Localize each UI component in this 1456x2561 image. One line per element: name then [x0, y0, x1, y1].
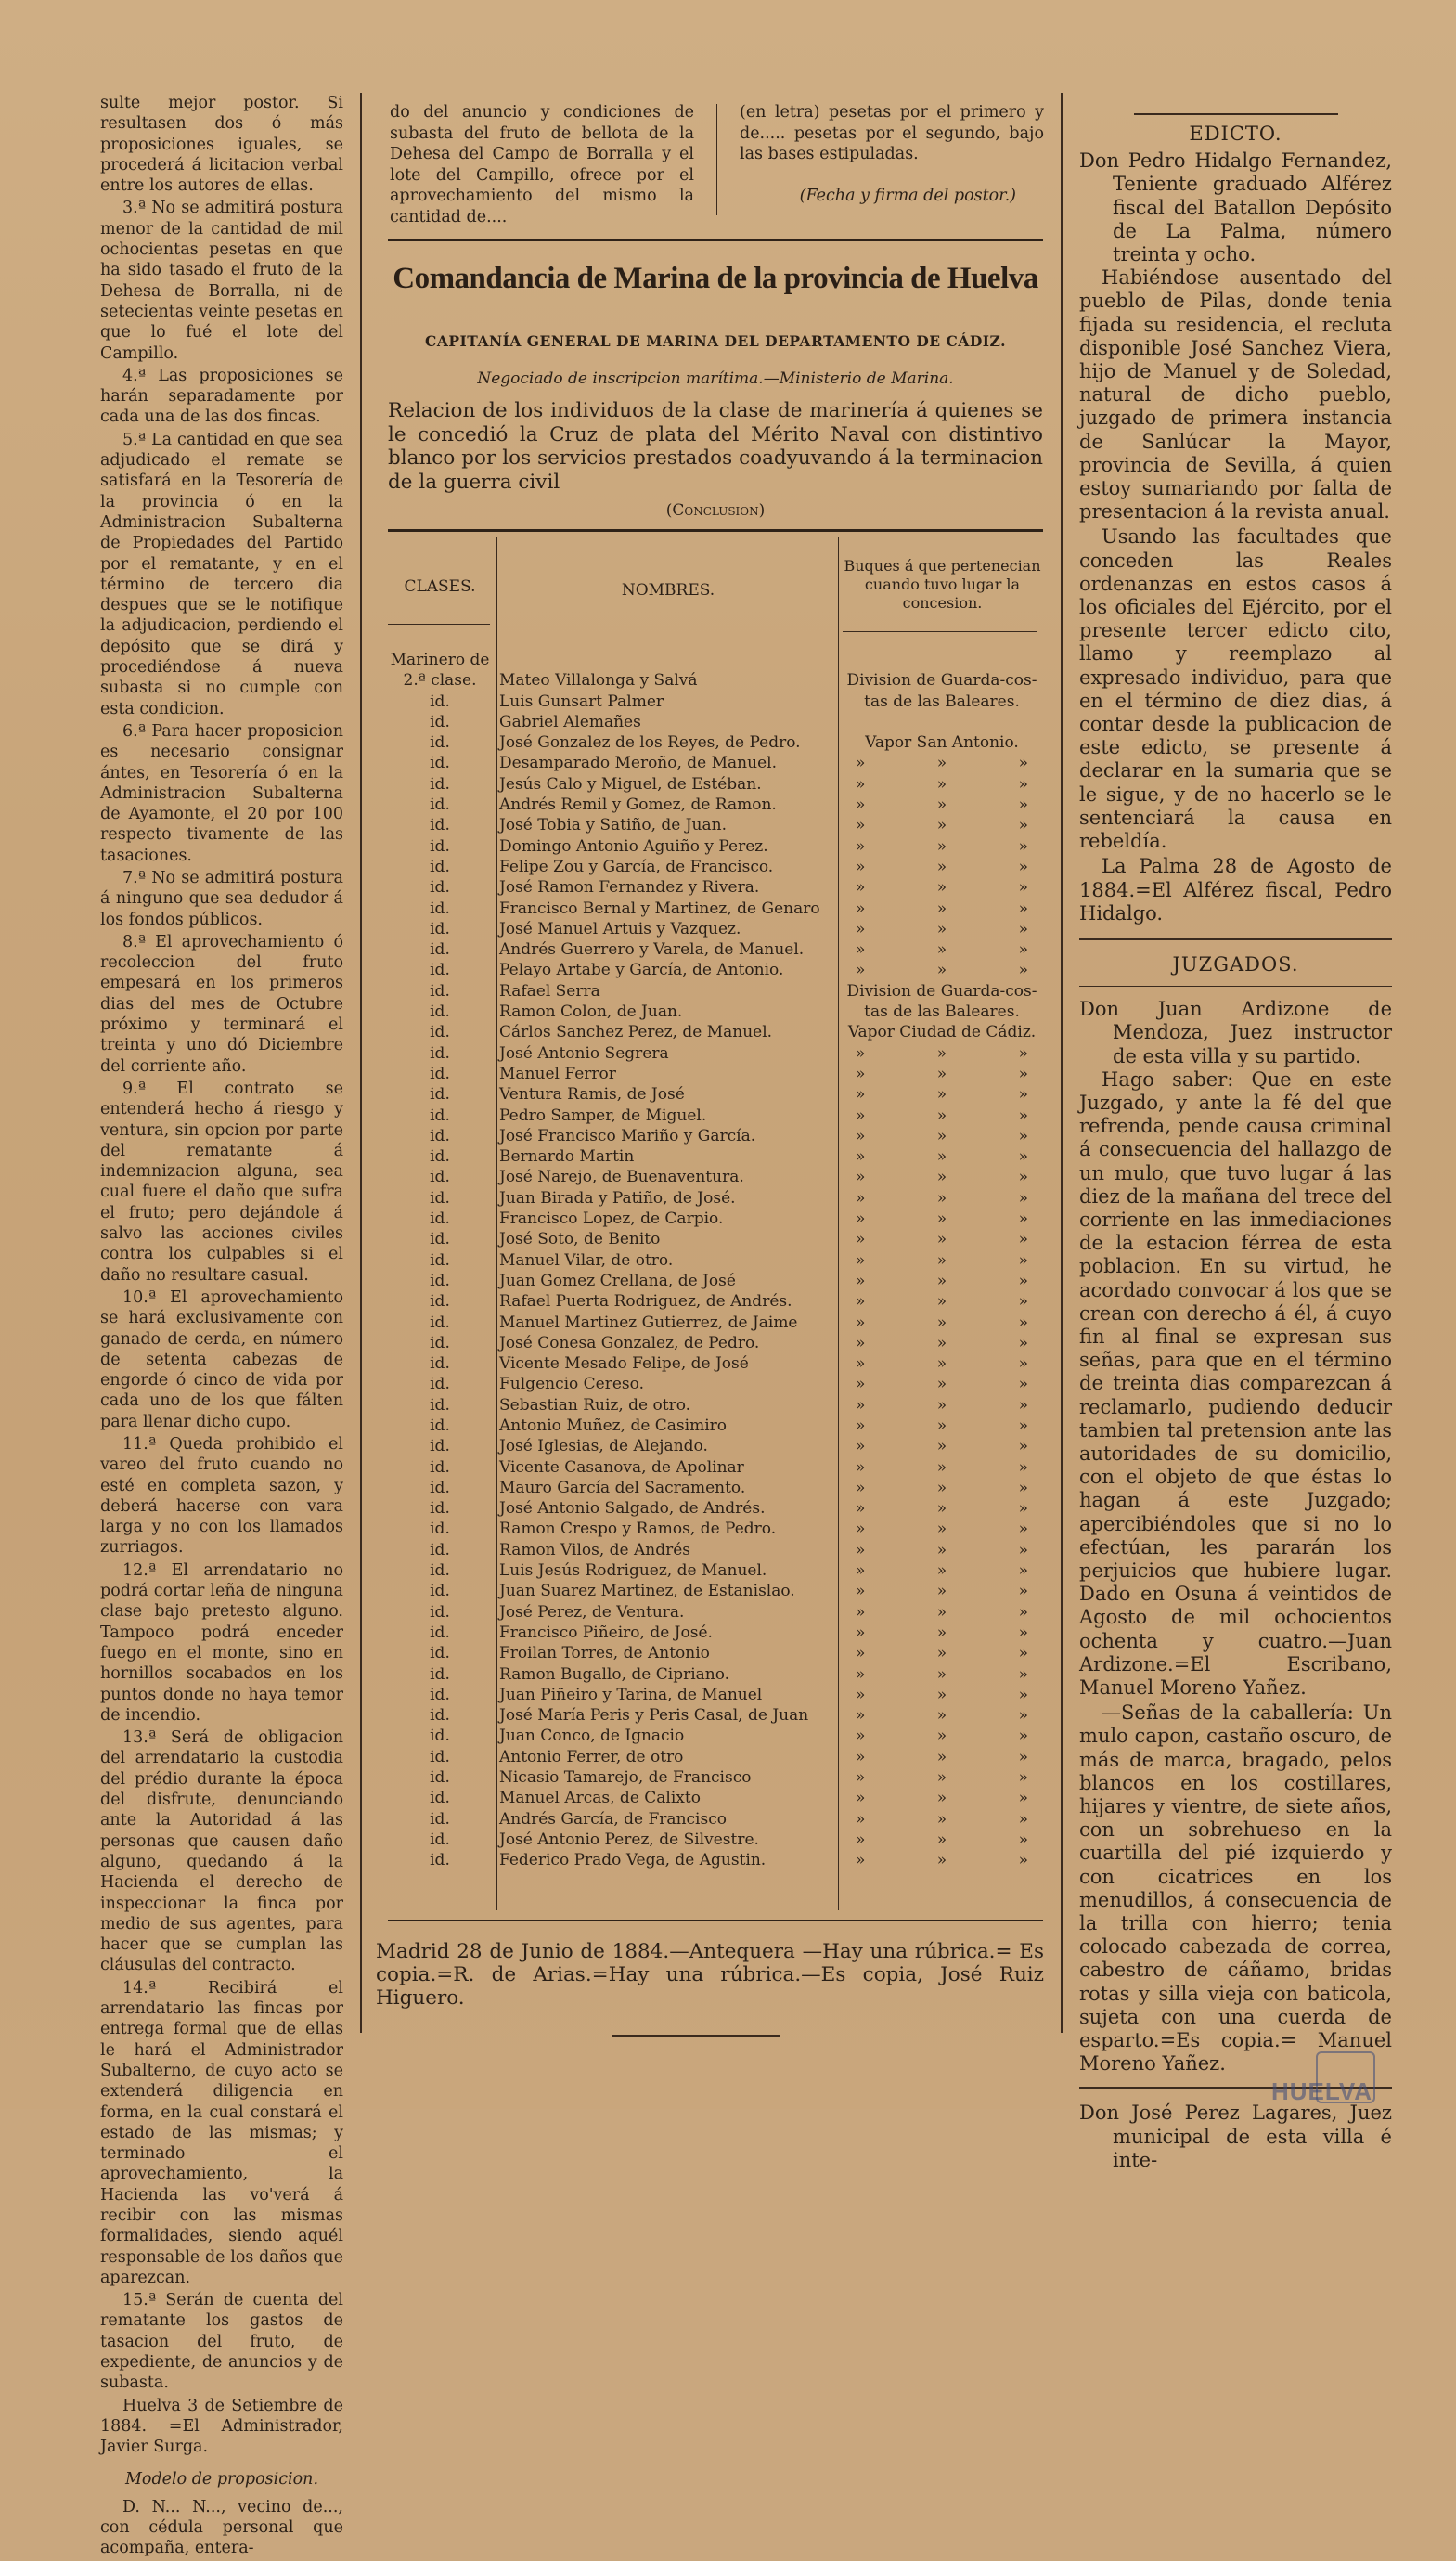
- table-row: [388, 1126, 1043, 1146]
- table-row: [388, 1478, 1043, 1498]
- row-buque: Vapor Ciudad de Cádiz.: [847, 1023, 1037, 1042]
- row-clase: id.: [430, 1644, 450, 1663]
- table-row: [388, 1788, 1043, 1808]
- table-row: [388, 1353, 1043, 1374]
- paragraph: 8.ª El aprovechamiento ó recoleccion del fruto empesará en los primeros dias del mes de Octubre próximo y terminará el treinta y uno dó Diciembre del corriente año.: [100, 932, 343, 1076]
- row-clase: id.: [430, 795, 450, 815]
- paragraph: 6.ª Para hacer proposicion es necesario consignar ántes, en Tesorería ó en la Administracion Subalterna de Ayamonte, el 20 por 100 respecto tivamente de las tasaciones.: [100, 721, 343, 865]
- table-row: [388, 774, 1043, 795]
- table-row: [388, 1726, 1043, 1746]
- row-buque: » » »: [855, 1168, 1028, 1187]
- row-buque: » » »: [855, 1768, 1028, 1788]
- header-underline: [843, 631, 1037, 632]
- row-nombre: Andrés Remil y Gomez, de Ramon.: [499, 795, 777, 815]
- modelo-text: D. N... N..., vecino de..., con cédula personal que acompaña, entera-: [100, 2497, 343, 2558]
- table-row: [388, 1850, 1043, 1870]
- table-row: [388, 1146, 1043, 1167]
- row-buque: » » »: [855, 1375, 1028, 1394]
- row-nombre: José Conesa Gonzalez, de Pedro.: [499, 1333, 760, 1352]
- row-clase: id.: [430, 733, 450, 753]
- row-buque: » » »: [855, 1271, 1028, 1290]
- modelo-amount-text: (en letra) pesetas por el primero y de..... pesetas por el segundo, bajo las bases estipuladas.: [740, 103, 1044, 163]
- row-clase: id.: [430, 836, 450, 856]
- row-nombre: Gabriel Alemañes: [499, 712, 641, 731]
- table-row: [388, 1581, 1043, 1601]
- table-row: [388, 1106, 1043, 1126]
- row-clase: id.: [430, 940, 450, 960]
- row-clase: id.: [430, 1313, 450, 1332]
- paragraph: 5.ª La cantidad en que sea adjudicado el remate se satisfará en la Tesorería de la provincia ó en la Administracion Subalterna de Propiedades del Partido por el rematante, y en el término de tercero dia despues que se le notifique la adjudicacion, perdiendo el depósito que se dirá y procediéndose á nueva subasta si no cumple con esta condicion.: [100, 430, 343, 718]
- row-clase: id.: [430, 1188, 450, 1208]
- paragraph: 4.ª Las proposiciones se harán separadamente por cada una de las dos fincas.: [100, 366, 343, 427]
- row-buque: » » »: [855, 1437, 1028, 1456]
- header-clases: CLASES.: [404, 577, 476, 596]
- end-ornament: [612, 2035, 780, 2037]
- table-row: [388, 712, 1043, 732]
- row-buque: » » »: [855, 940, 1028, 960]
- row-buque: » » »: [855, 1230, 1028, 1249]
- table-row: [388, 899, 1043, 919]
- row-nombre: Desamparado Meroño, de Manuel.: [499, 754, 777, 773]
- row-clase: id.: [430, 692, 450, 711]
- row-clase: id.: [430, 1292, 450, 1312]
- row-clase: id.: [430, 1271, 450, 1290]
- row-nombre: Nicasio Tamarejo, de Francisco: [499, 1768, 752, 1788]
- table-row: [388, 1519, 1043, 1539]
- row-buque: » » »: [855, 1416, 1028, 1435]
- row-nombre: Pelayo Artabe y García, de Antonio.: [499, 961, 784, 980]
- row-clase: id.: [430, 1168, 450, 1187]
- table-row: [388, 1167, 1043, 1187]
- signature-line: Huelva 3 de Setiembre de 1884. =El Administrador, Javier Surga.: [100, 2396, 343, 2457]
- row-clase: id.: [430, 1395, 450, 1415]
- table-row: [388, 857, 1043, 877]
- table-row: [388, 1498, 1043, 1519]
- row-nombre: Federico Prado Vega, de Agustin.: [499, 1851, 767, 1870]
- row-buque: » » »: [855, 899, 1028, 918]
- row-clase: id.: [430, 1789, 450, 1808]
- row-buque: Division de Guarda-cos-: [846, 671, 1037, 691]
- row-nombre: Fulgencio Cereso.: [499, 1375, 644, 1394]
- row-clase: id.: [430, 1147, 450, 1167]
- row-nombre: Mauro García del Sacramento.: [499, 1478, 746, 1497]
- row-nombre: Mateo Villalonga y Salvá: [499, 671, 698, 691]
- row-clase: id.: [430, 1499, 450, 1519]
- row-clase: id.: [430, 754, 450, 773]
- header-buques: Buques á que pertenecian cuando tuvo lugar la concesion.: [844, 557, 1041, 612]
- paragraph: 11.ª Queda prohibido el vareo del fruto cuando no esté en completa sazon, y deberá hacerse con vara larga y no con los llamados zurriagos.: [100, 1435, 343, 1558]
- row-nombre: José María Peris y Peris Casal, de Juan: [499, 1706, 809, 1726]
- row-buque: » » »: [855, 1623, 1028, 1642]
- table-row: [388, 1643, 1043, 1663]
- row-clase: id.: [430, 1664, 450, 1684]
- table-row: [388, 795, 1043, 815]
- row-nombre: Ventura Ramis, de José: [499, 1085, 685, 1105]
- row-clase: id.: [430, 1375, 450, 1394]
- row-clase: id.: [430, 1085, 450, 1105]
- row-buque: » » »: [855, 836, 1028, 856]
- table-row: [388, 1022, 1043, 1042]
- modelo-continuation: do del anuncio y condiciones de subasta del fruto de bellota de la Dehesa del Campo de Borralla y el lote del Campillo, ofrece por el aprovechamiento del mismo la cantidad de....: [390, 103, 694, 226]
- row-buque: » » »: [855, 1602, 1028, 1622]
- table-row: [388, 1767, 1043, 1788]
- row-nombre: Vicente Casanova, de Apolinar: [499, 1457, 744, 1477]
- table-row: [388, 939, 1043, 960]
- row-clase: id.: [430, 1457, 450, 1477]
- row-nombre: Andrés García, de Francisco: [499, 1809, 727, 1829]
- row-clase: id.: [430, 1685, 450, 1704]
- modelo-heading: Modelo de proposicion.: [124, 2469, 319, 2489]
- row-nombre: José Antonio Salgado, de Andrés.: [499, 1499, 766, 1519]
- table-row: [388, 960, 1043, 980]
- row-clase: id.: [430, 1623, 450, 1642]
- recipients-table: [388, 650, 1043, 1871]
- row-nombre: José Antonio Perez, de Silvestre.: [499, 1830, 759, 1849]
- row-buque: » » »: [855, 1250, 1028, 1270]
- row-nombre: Pedro Samper, de Miguel.: [499, 1106, 707, 1125]
- row-buque: » » »: [855, 1809, 1028, 1829]
- row-buque: » » »: [855, 1064, 1028, 1083]
- row-nombre: Ramon Colon, de Juan.: [499, 1002, 683, 1022]
- row-nombre: José Narejo, de Buenaventura.: [499, 1168, 744, 1187]
- row-clase: id.: [430, 1851, 450, 1870]
- table-row: [388, 670, 1043, 691]
- row-nombre: José Soto, de Benito: [499, 1230, 661, 1249]
- table-row: [388, 981, 1043, 1002]
- table-row: [388, 1395, 1043, 1416]
- header-underline: [388, 624, 490, 625]
- section-subtitle: CAPITANÍA GENERAL DE MARINA DEL DEPARTAMENTO DE CÁDIZ.: [424, 332, 1006, 350]
- row-nombre: Antonio Muñez, de Casimiro: [499, 1416, 728, 1435]
- column-divider: [360, 93, 362, 2033]
- table-bottom-rule: [388, 1920, 1043, 1921]
- row-clase: id.: [430, 1727, 450, 1746]
- paragraph: 13.ª Será de obligacion del arrendatario la custodia del prédio durante la época del disfrute, denunciando ante la Autoridad á las personas que causen daño alguno, quedando á la Hacienda el derecho de inspeccionar la finca por medio de sus agentes, para hacer que se cumplan las cláusulas del contracto.: [100, 1728, 343, 1975]
- row-buque: » » »: [855, 1333, 1028, 1352]
- row-clase: id.: [430, 1602, 450, 1622]
- juzgados-next: Don José Perez Lagares, Juez municipal de esta villa é inte-: [1079, 2102, 1392, 2171]
- row-clase: id.: [430, 1106, 450, 1125]
- edicto-date: La Palma 28 de Agosto de 1884.=El Alférez fiscal, Pedro Hidalgo.: [1079, 855, 1392, 925]
- row-clase: id.: [430, 1064, 450, 1083]
- table-row: [388, 1250, 1043, 1271]
- section-title: Comandancia de Marina de la provincia de Huelva: [393, 262, 1038, 295]
- box-divider: [716, 104, 717, 215]
- row-nombre: Ramon Vilos, de Andrés: [499, 1540, 691, 1559]
- row-buque: » » »: [855, 1478, 1028, 1497]
- table-row: [388, 1271, 1043, 1291]
- row-nombre: Juan Gomez Crellana, de José: [499, 1271, 736, 1290]
- row-clase: id.: [430, 1333, 450, 1352]
- column-subasta-conditions: [100, 93, 343, 2561]
- row-buque: » » »: [855, 1706, 1028, 1726]
- row-buque: » » »: [855, 795, 1028, 815]
- table-row: [388, 1084, 1043, 1105]
- row-clase: id.: [430, 1747, 450, 1766]
- table-row: [388, 753, 1043, 773]
- juzgados-heading: JUZGADOS.: [1172, 952, 1299, 976]
- row-nombre: Froilan Torres, de Antonio: [499, 1644, 710, 1663]
- edicto-intro: Don Pedro Hidalgo Fernandez, Teniente graduado Alférez fiscal del Batallon Depósito de La Palma, número treinta y ocho.: [1079, 149, 1392, 266]
- table-row: [388, 815, 1043, 835]
- row-clase: id.: [430, 1437, 450, 1456]
- table-row: [388, 1188, 1043, 1209]
- table-row: [388, 692, 1043, 712]
- table-row: [388, 1064, 1043, 1084]
- row-nombre: José Francisco Mariño y García.: [499, 1126, 756, 1145]
- row-nombre: José Tobia y Satiño, de Juan.: [499, 816, 727, 835]
- row-nombre: José Gonzalez de los Reyes, de Pedro.: [499, 733, 801, 753]
- row-clase: id.: [430, 1706, 450, 1726]
- row-nombre: Manuel Arcas, de Calixto: [499, 1789, 701, 1808]
- row-clase: id.: [430, 816, 450, 835]
- table-row: [388, 1002, 1043, 1022]
- section-rule: [388, 239, 1043, 241]
- row-buque: » » »: [855, 1147, 1028, 1167]
- table-row: [388, 732, 1043, 753]
- row-nombre: José Manuel Artuis y Vazquez.: [499, 919, 741, 938]
- row-buque: » » »: [855, 1126, 1028, 1145]
- juzgados-intro: Don Juan Ardizone de Mendoza, Juez instructor de esta villa y su partido.: [1079, 998, 1392, 1067]
- row-nombre: Francisco Piñeiro, de José.: [499, 1623, 713, 1642]
- paragraph: 3.ª No se admitirá postura menor de la cantidad de mil ochocientas pesetas en que ha sido tasado el fruto de la Dehesa de Borralla, ni de setecientas veinte pesetas en que lo fué el lote del Campillo.: [100, 199, 343, 363]
- row-clase: id.: [430, 1809, 450, 1829]
- row-clase: id.: [430, 961, 450, 980]
- row-nombre: Manuel Martinez Gutierrez, de Jaime: [499, 1313, 798, 1332]
- row-buque: » » »: [855, 1085, 1028, 1105]
- row-buque: Vapor San Antonio.: [865, 733, 1019, 753]
- row-clase: id.: [430, 774, 450, 794]
- row-clase: id.: [430, 1002, 450, 1022]
- row-nombre: Vicente Mesado Felipe, de José: [499, 1354, 749, 1374]
- row-buque: » » »: [855, 1188, 1028, 1208]
- table-row: [388, 1602, 1043, 1623]
- row-nombre: Cárlos Sanchez Perez, de Manuel.: [499, 1023, 773, 1042]
- row-buque: » » »: [855, 1540, 1028, 1559]
- column-edicto-juzgados: [1079, 93, 1392, 2172]
- row-nombre: Juan Piñeiro y Tarina, de Manuel: [499, 1685, 763, 1704]
- column-divider: [1061, 93, 1063, 2033]
- row-nombre: Bernardo Martin: [499, 1147, 635, 1167]
- paragraph: 15.ª Serán de cuenta del rematante los gastos de tasacion del fruto, de expediente, de anuncios y de subasta.: [100, 2291, 343, 2393]
- row-clase: id.: [430, 1478, 450, 1497]
- table-row: [388, 919, 1043, 939]
- row-buque: » » »: [855, 1685, 1028, 1704]
- row-nombre: Juan Conco, de Ignacio: [499, 1727, 685, 1746]
- paragraph: 14.ª Recibirá el arrendatario las fincas por entrega formal que de ellas le hará el Administrador Subalterno, de cuyo acto se extenderá diligencia en forma, en la cual constará el estado de las mismas; y terminado el aprovechamiento, la Hacienda las vo'verá á recibir con las mismas formalidades, siendo aquél responsable de los daños que aparezcan.: [100, 1978, 343, 2287]
- row-nombre: Manuel Vilar, de otro.: [499, 1250, 674, 1270]
- row-nombre: Manuel Ferror: [499, 1064, 616, 1083]
- table-row: [388, 1313, 1043, 1333]
- paragraph: 9.ª El contrato se entenderá hecho á riesgo y ventura, sin opcion por parte del rematante á indemnizacion alguna, sea cual fuere el daño que sufra el fruto; pero dejándole á salvo las acciones civiles contra los culpables si el daño no resultare casual.: [100, 1079, 343, 1285]
- row-clase: id.: [430, 1230, 450, 1249]
- row-nombre: Andrés Guerrero y Varela, de Manuel.: [499, 940, 805, 960]
- row-buque: » » »: [855, 1354, 1028, 1374]
- row-clase: id.: [430, 712, 450, 731]
- table-row: [388, 1374, 1043, 1394]
- row-buque: » » »: [855, 1499, 1028, 1519]
- table-row: [388, 1416, 1043, 1436]
- row-buque: » » »: [855, 774, 1028, 794]
- edicto-heading: EDICTO.: [1189, 123, 1282, 145]
- row-clase: id.: [430, 1126, 450, 1145]
- table-row: [388, 1664, 1043, 1685]
- row-nombre: José Ramon Fernandez y Rivera.: [499, 878, 760, 898]
- row-clase: id.: [430, 1250, 450, 1270]
- row-buque: » » »: [855, 1582, 1028, 1601]
- relacion-text: Relacion de los individuos de la clase de marinería á quienes se le concedió la Cruz de plata del Mérito Naval con distintivo blanco por los servicios prestados coadyuvando á la terminacion de la guerra civil: [388, 399, 1043, 494]
- row-clase: id.: [430, 878, 450, 898]
- row-buque: » » »: [855, 1830, 1028, 1849]
- paragraph: sulte mejor postor. Si resultasen dos ó más proposiciones iguales, se procederá á licitacion verbal entre los autores de ellas.: [100, 94, 343, 196]
- row-clase: id.: [430, 1209, 450, 1229]
- row-clase: id.: [430, 1582, 450, 1601]
- table-row: [388, 650, 1043, 670]
- table-row: [388, 1809, 1043, 1830]
- row-clase: id.: [430, 1540, 450, 1559]
- row-buque: tas de las Baleares.: [864, 692, 1020, 711]
- row-buque: » » »: [855, 1209, 1028, 1229]
- row-buque: » » »: [855, 1457, 1028, 1477]
- row-buque: » » »: [855, 1292, 1028, 1312]
- table-row: [388, 1043, 1043, 1064]
- row-buque: » » »: [855, 1313, 1028, 1332]
- table-row: [388, 1333, 1043, 1353]
- row-nombre: Rafael Serra: [499, 981, 600, 1001]
- row-clase: id.: [430, 1768, 450, 1788]
- row-nombre: Domingo Antonio Aguiño y Perez.: [499, 836, 768, 856]
- row-buque: » » »: [855, 878, 1028, 898]
- juzgados-paragraph: —Señas de la caballería: Un mulo capon, castaño oscuro, de más de marca, bragado, pelos blancos en los costillares, hijares y vientre, de siete años, con un sobrehueso en la cuartilla del pié izquierdo y con cicatrices en los menudillos, á consecuencia de la trilla con hierro; tenia colocado cabezada de correa, cabestro de cáñamo, bridas rotas y silla vieja con baticola, sujeta con una cuerda de esparto.=Es copia.= Manuel Moreno Yañez.: [1079, 1701, 1392, 2076]
- header-nombres: NOMBRES.: [621, 581, 715, 600]
- row-buque: » » »: [855, 1851, 1028, 1870]
- row-buque: » » »: [855, 857, 1028, 876]
- row-buque: » » »: [855, 1747, 1028, 1766]
- row-nombre: Francisco Bernal y Martinez, de Genaro: [499, 899, 820, 918]
- row-buque: » » »: [855, 1106, 1028, 1125]
- table-row: [388, 1436, 1043, 1456]
- modelo-signature: (Fecha y firma del postor.): [799, 186, 1016, 205]
- row-clase: id.: [430, 1043, 450, 1063]
- row-clase: id.: [430, 1023, 450, 1042]
- row-nombre: Juan Suarez Martinez, de Estanislao.: [499, 1582, 795, 1601]
- library-stamp-text: HUELVA: [1271, 2077, 1373, 2105]
- table-row: [388, 836, 1043, 857]
- row-nombre: Felipe Zou y García, de Francisco.: [499, 857, 774, 876]
- row-nombre: Antonio Ferrer, de otro: [499, 1747, 684, 1766]
- section-rule: [1079, 938, 1392, 940]
- madrid-signature: Madrid 28 de Junio de 1884.—Antequera —Hay una rúbrica.= Es copia.=R. de Arias.=Hay una rúbrica.—Es copia, José Ruiz Higuero.: [376, 1940, 1044, 2010]
- row-buque: » » »: [855, 1395, 1028, 1415]
- row-buque: » » »: [855, 1727, 1028, 1746]
- table-row: [388, 1747, 1043, 1767]
- table-top-rule: [388, 529, 1043, 532]
- row-buque: » » »: [855, 754, 1028, 773]
- table-row: [388, 1623, 1043, 1643]
- row-clase: id.: [430, 1520, 450, 1539]
- row-buque: » » »: [855, 816, 1028, 835]
- table-row: [388, 877, 1043, 898]
- row-nombre: Luis Gunsart Palmer: [499, 692, 664, 711]
- row-nombre: Ramon Bugallo, de Cipriano.: [499, 1664, 730, 1684]
- row-clase: id.: [430, 899, 450, 918]
- row-buque: » » »: [855, 1664, 1028, 1684]
- row-clase: id.: [430, 857, 450, 876]
- row-nombre: José Antonio Segrera: [499, 1043, 669, 1063]
- row-nombre: Sebastian Ruiz, de otro.: [499, 1395, 691, 1415]
- row-buque: Division de Guarda-cos-: [846, 981, 1037, 1001]
- edicto-rule: [1134, 113, 1338, 115]
- row-clase: id.: [430, 919, 450, 938]
- row-clase: 2.ª clase.: [403, 671, 477, 691]
- row-nombre: Francisco Lopez, de Carpio.: [499, 1209, 724, 1229]
- row-nombre: Jesús Calo y Miguel, de Estéban.: [499, 774, 762, 794]
- row-buque: tas de las Baleares.: [864, 1002, 1020, 1022]
- modelo-continuation-2: [740, 102, 1044, 206]
- row-buque: » » »: [855, 1644, 1028, 1663]
- table-row: [388, 1685, 1043, 1705]
- edicto-paragraph: Habiéndose ausentado del pueblo de Pilas, donde tenia fijada su residencia, el recluta disponible José Sanchez Viera, hijo de Manuel y de Soledad, natural de dicho pueblo, juzgado de primera instancia de Sanlúcar la Mayor, provincia de Sevilla, á quien estoy sumariando por falta de presentacion á la revista anual.: [1079, 266, 1392, 524]
- row-buque: » » »: [855, 1789, 1028, 1808]
- conclusion-label: (Conclusion): [665, 501, 766, 520]
- table-row: [388, 1457, 1043, 1478]
- row-clase: id.: [430, 1354, 450, 1374]
- row-nombre: José Perez, de Ventura.: [499, 1602, 685, 1622]
- juzgados-paragraph: Hago saber: Que en este Juzgado, y ante la fé del que refrenda, pende causa criminal á consecuencia del hallazgo de un mulo, que tuvo lugar á las diez de la mañana del trece del corriente en las inmediaciones de la estacion férrea de esta poblacion. En su virtud, he acordado convocar á los que se crean con derecho á él, á cuyo fin al final se expresan sus señas, para que en el término de treinta dias comparezcan á reclamarlo, pudiendo deducir tambien tal pretension ante las autoridades de su domicilio, con el objeto de que éstas lo hagan á este Juzgado; apercibiéndoles que si no lo efectúan, les pararán los perjuicios que hubiere lugar. Dado en Osuna á veintidos de Agosto de mil ochocientos ochenta y cuatro.—Juan Ardizone.=El Escribano, Manuel Moreno Yañez.: [1079, 1067, 1392, 1699]
- table-row: [388, 1209, 1043, 1229]
- edicto-paragraph: Usando las facultades que conceden las Reales ordenanzas en estos casos á los oficiales del Ejército, por el presente tercer edicto cito, llamo y reemplazo al expresado individuo, para que en el término de diez dias, á contar desde la publicacion de este edicto, se presente á declarar en la sumaria que se le sigue, y de no hacerlo se le sentenciará la causa en rebeldía.: [1079, 525, 1392, 853]
- row-nombre: Luis Jesús Rodriguez, de Manuel.: [499, 1561, 767, 1581]
- negociado-line: Negociado de inscripcion marítima.—Ministerio de Marina.: [477, 369, 954, 388]
- table-row: [388, 1830, 1043, 1850]
- row-nombre: Ramon Crespo y Ramos, de Pedro.: [499, 1520, 777, 1539]
- table-row: [388, 1560, 1043, 1581]
- row-buque: » » »: [855, 919, 1028, 938]
- row-clase: id.: [430, 981, 450, 1001]
- row-buque: » » »: [855, 1561, 1028, 1581]
- table-row: [388, 1229, 1043, 1249]
- row-clase: id.: [430, 1416, 450, 1435]
- row-buque: » » »: [855, 1043, 1028, 1063]
- row-clase: id.: [430, 1561, 450, 1581]
- row-nombre: Rafael Puerta Rodriguez, de Andrés.: [499, 1292, 792, 1312]
- table-row: [388, 1291, 1043, 1312]
- row-buque: » » »: [855, 1520, 1028, 1539]
- row-clase: Marinero de: [390, 651, 490, 669]
- paragraph: 10.ª El aprovechamiento se hará exclusivamente con ganado de cerda, en número de setenta cabezas de engorde ó cinco de vida por cada uno de los que fálten para llenar dicho cupo.: [100, 1287, 343, 1431]
- row-clase: id.: [430, 1830, 450, 1849]
- row-nombre: José Iglesias, de Alejando.: [499, 1437, 708, 1456]
- paragraph: 7.ª No se admitirá postura á ninguno que sea dedudor á los fondos públicos.: [100, 868, 343, 929]
- table-row: [388, 1540, 1043, 1560]
- paragraph: 12.ª El arrendatario no podrá cortar leña de ninguna clase bajo pretesto alguno. Tampoco podrá enceder fuego en el monte, sino en hornillos socabados en los puntos donde no haya temor de incendio.: [100, 1560, 343, 1725]
- section-rule: [1079, 986, 1392, 987]
- row-nombre: Juan Birada y Patiño, de José.: [499, 1188, 736, 1208]
- table-row: [388, 1705, 1043, 1726]
- row-buque: » » »: [855, 961, 1028, 980]
